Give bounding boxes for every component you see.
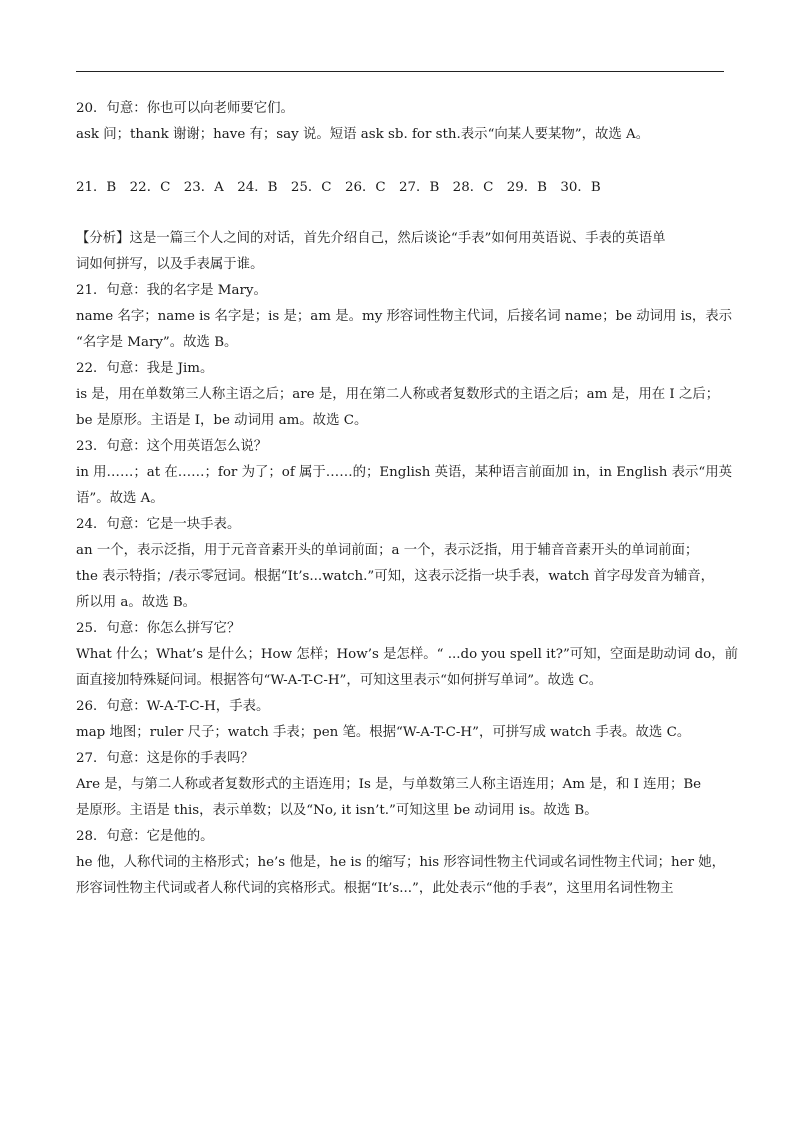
text-line: 面直接加特殊疑问词。根据答句“W-A-T-C-H”，可知这里表示“如何拼写单词”。故选 C。	[76, 673, 603, 688]
analysis-line: 【分析】这是一篇三个人之间的对话，首先介绍自己，然后谈论“手表”如何用英语说、手表的英语单	[76, 231, 666, 246]
text-line: 21．句意：我的名字是 Mary。	[76, 283, 267, 298]
text-line: 27．句意：这是你的手表吗？	[76, 751, 254, 766]
text-line: 23．句意：这个用英语怎么说？	[76, 439, 268, 454]
text-line: 20．句意：你也可以向老师要它们。	[76, 101, 294, 116]
text-line: ask 问；thank 谢谢；have 有；say 说。短语 ask sb. for sth.表示“向某人要某物”，故选 A。	[76, 127, 650, 142]
text-line: 是原形。主语是 this，表示单数；以及“No, it isn’t.”可知这里 be 动词用 is。故选 B。	[76, 803, 598, 818]
text-line: the 表示特指；/表示零冠词。根据“It’s...watch.”可知，这表示泛指一块手表，watch 首字母发音为辅音，	[76, 569, 715, 584]
text-line: name 名字；name is 名字是；is 是；am 是。my 形容词性物主代词，后接名词 name；be 动词用 is，表示	[76, 309, 733, 324]
text-line: is 是，用在单数第三人称主语之后；are 是，用在第二人称或者复数形式的主语之后；am 是，用在 I 之后；	[76, 387, 720, 402]
paragraph-gap	[76, 201, 728, 226]
text-line: 所以用 a。故选 B。	[76, 595, 197, 610]
paragraph-gap	[76, 148, 728, 175]
text-line: an 一个，表示泛指，用于元音音素开头的单词前面；a 一个，表示泛指，用于辅音音素开头的单词前面；	[76, 543, 699, 558]
text-line: map 地图；ruler 尺子；watch 手表；pen 笔。根据“W-A-T-C-H”，可拼写成 watch 手表。故选 C。	[76, 725, 691, 740]
analysis-line: 词如何拼写，以及手表属于谁。	[76, 257, 264, 272]
text-line: What 什么；What’s 是什么；How 怎样；How’s 是怎样。“ ...do you spell it?”可知，空面是助动词 do，前	[76, 647, 738, 662]
document-body	[76, 96, 738, 902]
text-line: Are 是，与第二人称或者复数形式的主语连用；Is 是，与单数第三人称主语连用；Am 是，和 I 连用；Be	[76, 777, 702, 792]
text-line: 25．句意：你怎么拼写它？	[76, 621, 241, 636]
text-line: 28．句意：它是他的。	[76, 829, 214, 844]
text-line: “名字是 Mary”。故选 B。	[76, 335, 238, 350]
text-line: he 他，人称代词的主格形式；he’s 他是，he is 的缩写；his 形容词性物主代词或名词性物主代词；her 她，	[76, 855, 726, 870]
header-rule	[76, 71, 724, 72]
text-line: 形容词性物主代词或者人称代词的宾格形式。根据“It’s...”，此处表示“他的手表”，这里用名词性物主	[76, 881, 674, 896]
text-line: 语”。故选 A。	[76, 491, 164, 506]
text-line: in 用……；at 在……；for 为了；of 属于……的；English 英语，某种语言前面加 in，in English 表示“用英	[76, 465, 732, 480]
answer-key-line: 21．B 22．C 23．A 24．B 25．C 26．C 27．B 28．C 29．B 30．B	[76, 180, 601, 195]
text-line: be 是原形。主语是 I，be 动词用 am。故选 C。	[76, 413, 368, 428]
text-line: 24．句意：它是一块手表。	[76, 517, 241, 532]
text-line: 26．句意：W-A-T-C-H，手表。	[76, 699, 270, 714]
text-line: 22．句意：我是 Jim。	[76, 361, 214, 376]
